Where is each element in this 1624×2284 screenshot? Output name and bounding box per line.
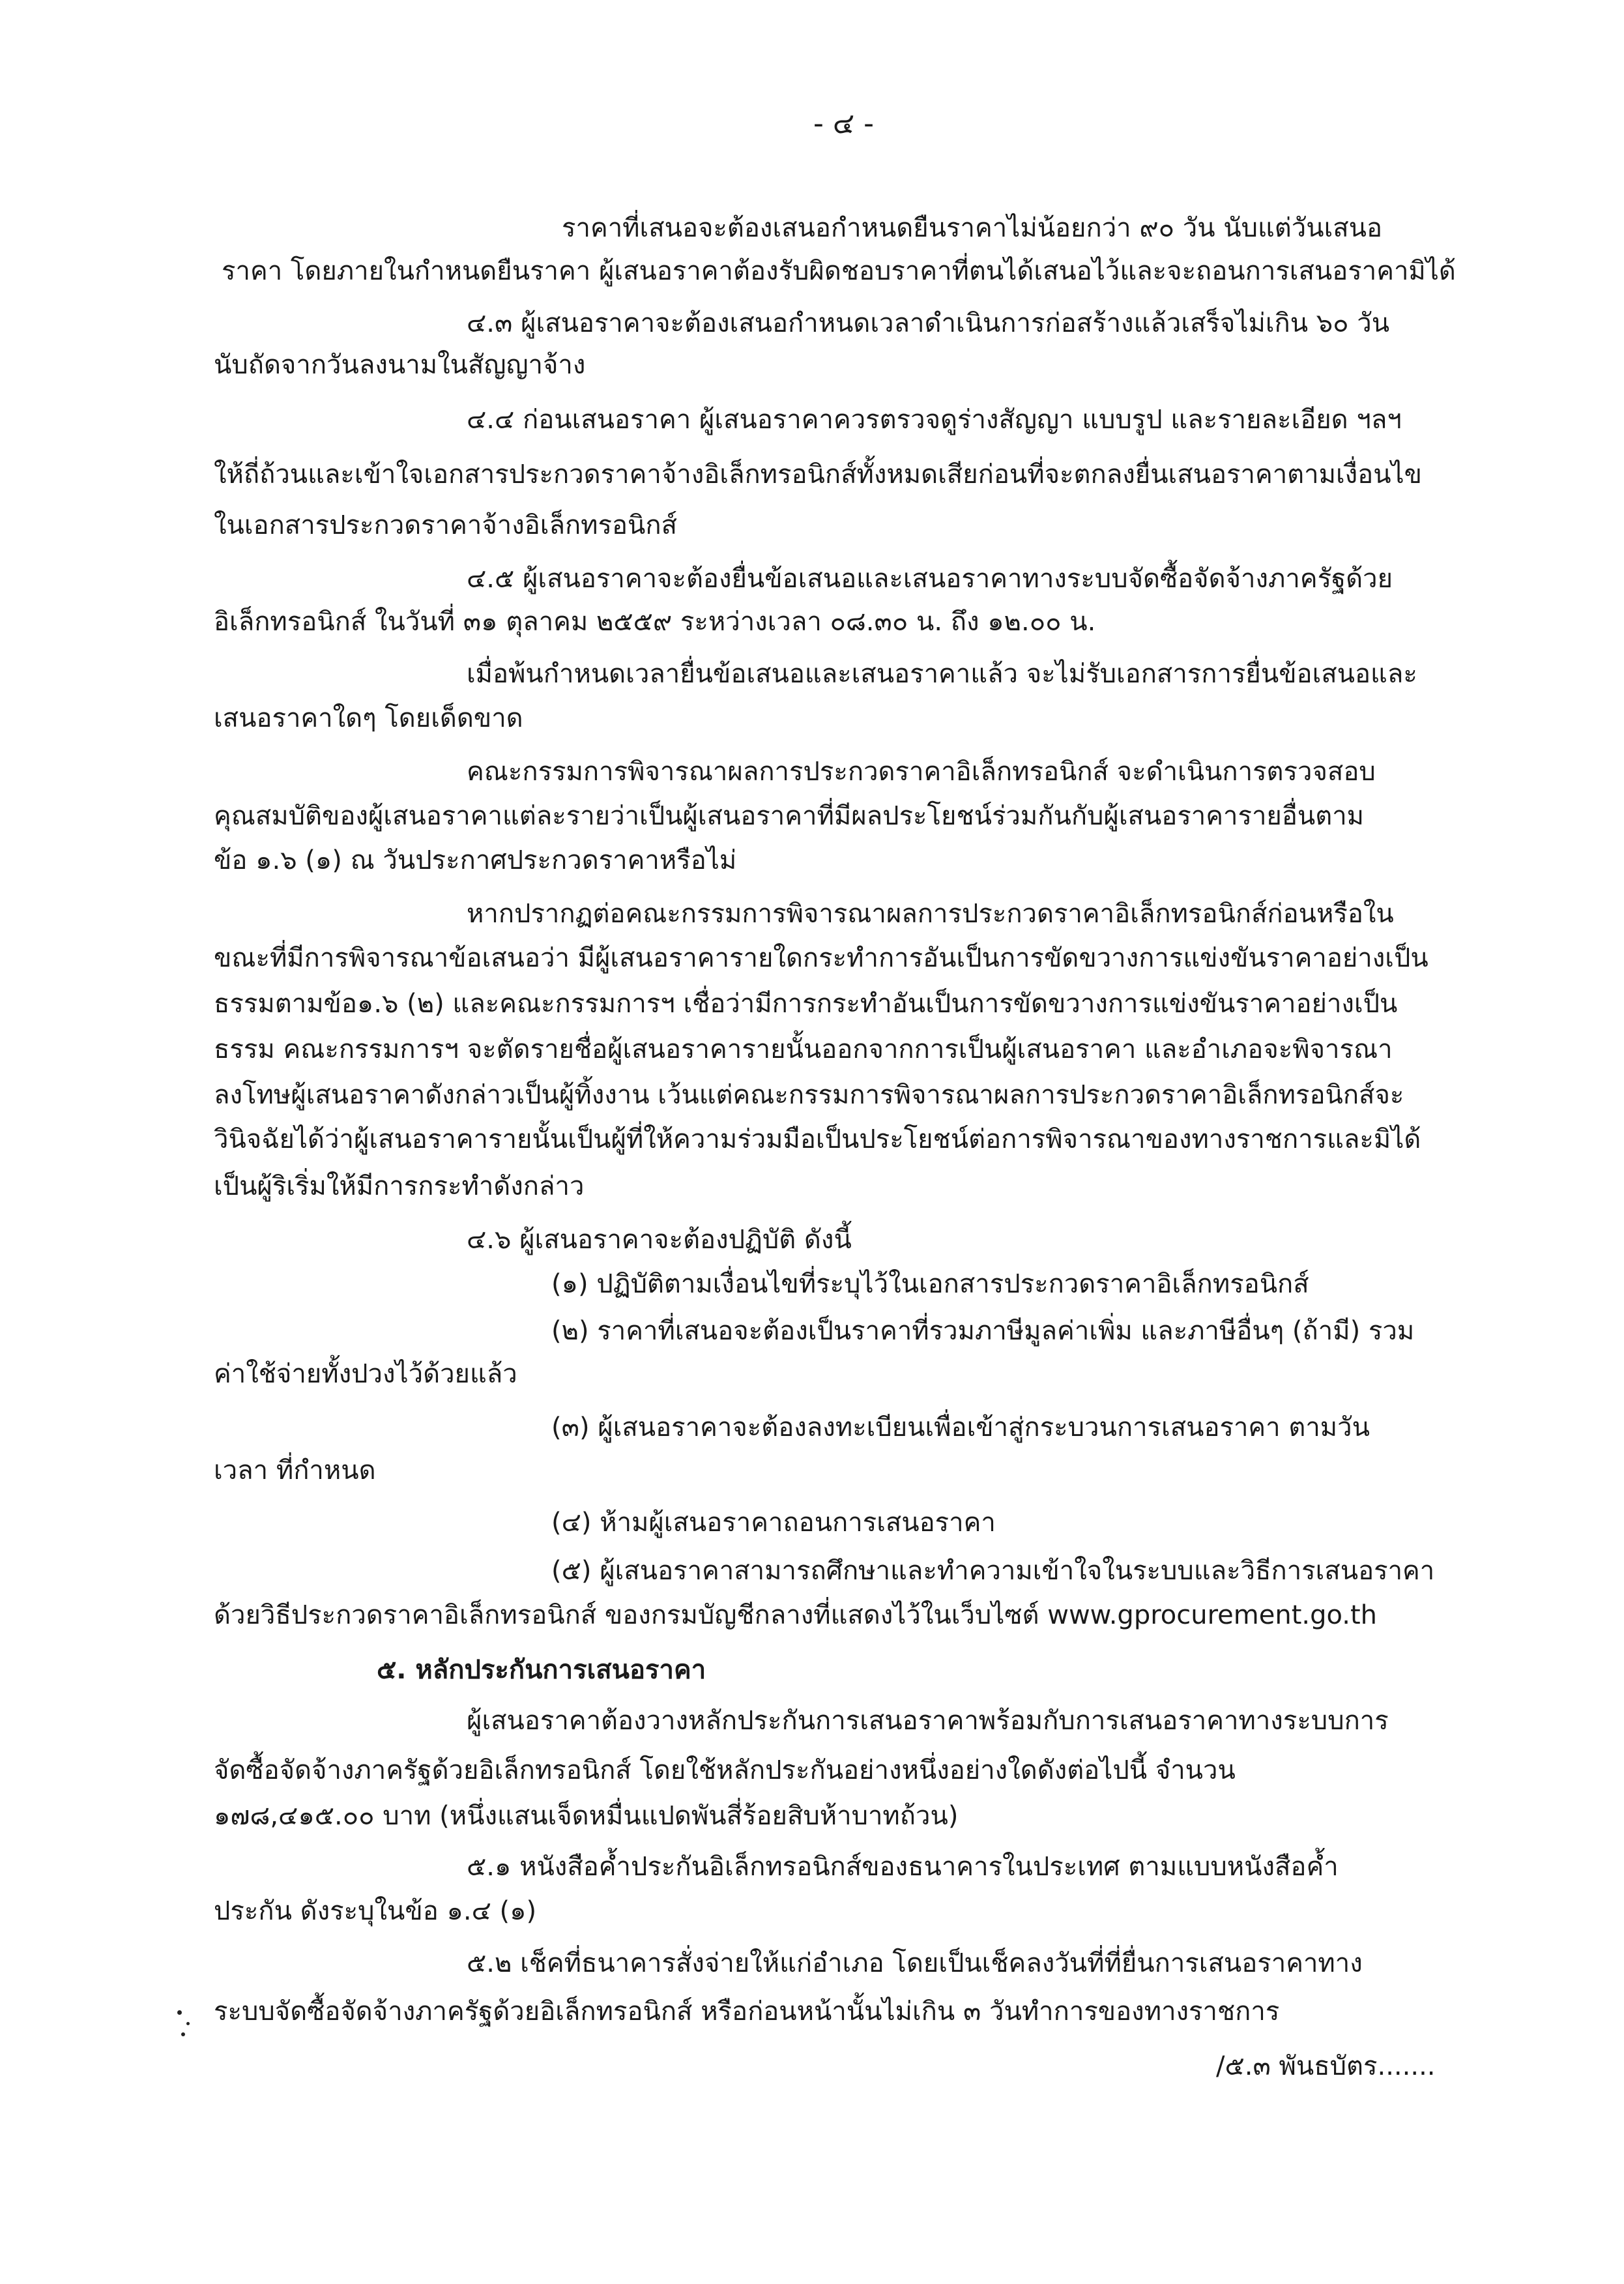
text-line: ๔.๖ ผู้เสนอราคาจะต้องปฏิบัติ ดังนี้: [467, 1225, 852, 1255]
text-line: ให้ถี่ถ้วนและเข้าใจเอกสารประกวดราคาจ้างอิเล็กทรอนิกส์ทั้งหมดเสียก่อนที่จะตกลงยื่นเสนอราคาตามเงื่อนไข: [214, 460, 1423, 490]
text-line: ธรรมตามข้อ๑.๖ (๒) และคณะกรรมการฯ เชื่อว่ามีการกระทำอันเป็นการขัดขวางการแข่งขันราคาอย่างเป็น: [214, 989, 1398, 1019]
text-line: ธรรม คณะกรรมการฯ จะตัดรายชื่อผู้เสนอราคารายนั้นออกจากการเป็นผู้เสนอราคา และอำเภอจะพิจารณา: [214, 1034, 1393, 1064]
text-line: ด้วยวิธีประกวดราคาอิเล็กทรอนิกส์ ของกรมบัญชีกลางที่แสดงไว้ในเว็บไซต์ www.gprocurement.go.th: [214, 1600, 1377, 1630]
scan-speck: [186, 2022, 190, 2025]
text-line: นับถัดจากวันลงนามในสัญญาจ้าง: [214, 350, 586, 380]
text-line: จัดซื้อจัดจ้างภาครัฐด้วยอิเล็กทรอนิกส์ โดยใช้หลักประกันอย่างหนึ่งอย่างใดดังต่อไปนี้ จำนวน: [214, 1755, 1236, 1785]
text-line: ราคา โดยภายในกำหนดยืนราคา ผู้เสนอราคาต้องรับผิดชอบราคาที่ตนได้เสนอไว้และจะถอนการเสนอราคามิได้: [222, 256, 1456, 286]
text-line: วินิจฉัยได้ว่าผู้เสนอราคารายนั้นเป็นผู้ที่ให้ความร่วมมือเป็นประโยชน์ต่อการพิจารณาของทางราชการและมิได้: [214, 1124, 1421, 1154]
scan-speck: [181, 2032, 185, 2036]
text-line: ขณะที่มีการพิจารณาข้อเสนอว่า มีผู้เสนอราคารายใดกระทำการอันเป็นการขัดขวางการแข่งขันราคาอย่างเป็น: [214, 943, 1428, 973]
text-line: ๔.๔ ก่อนเสนอราคา ผู้เสนอราคาควรตรวจดูร่างสัญญา แบบรูป และรายละเอียด ฯลฯ: [467, 405, 1402, 435]
text-line: ค่าใช้จ่ายทั้งปวงไว้ด้วยแล้ว: [214, 1359, 517, 1389]
text-line: (๕) ผู้เสนอราคาสามารถศึกษาและทำความเข้าใจในระบบและวิธีการเสนอราคา: [551, 1556, 1435, 1586]
text-line: ๑๗๘,๔๑๕.๐๐ บาท (หนึ่งแสนเจ็ดหมื่นแปดพันสี่ร้อยสิบห้าบาทถ้วน): [214, 1801, 959, 1831]
text-line: เมื่อพ้นกำหนดเวลายื่นข้อเสนอและเสนอราคาแล้ว จะไม่รับเอกสารการยื่นข้อเสนอและ: [467, 659, 1417, 689]
text-line: ๔.๓ ผู้เสนอราคาจะต้องเสนอกำหนดเวลาดำเนินการก่อสร้างแล้วเสร็จไม่เกิน ๖๐ วัน: [467, 308, 1390, 338]
text-line: ผู้เสนอราคาต้องวางหลักประกันการเสนอราคาพร้อมกับการเสนอราคาทางระบบการ: [467, 1706, 1389, 1736]
text-line: ราคาที่เสนอจะต้องเสนอกำหนดยืนราคาไม่น้อยกว่า ๙๐ วัน นับแต่วันเสนอ: [562, 213, 1383, 243]
continuation-note: /๕.๓ พันธบัตร.......: [1216, 2051, 1436, 2081]
text-line: ๕.๑ หนังสือค้ำประกันอิเล็กทรอนิกส์ของธนาคารในประเทศ ตามแบบหนังสือค้ำ: [467, 1852, 1339, 1882]
text-line: เป็นผู้ริเริ่มให้มีการกระทำดังกล่าว: [214, 1171, 585, 1201]
text-line: (๑) ปฏิบัติตามเงื่อนไขที่ระบุไว้ในเอกสารประกวดราคาอิเล็กทรอนิกส์: [551, 1269, 1309, 1299]
text-line: ๕.๒ เช็คที่ธนาคารสั่งจ่ายให้แก่อำเภอ โดยเป็นเช็คลงวันที่ที่ยื่นการเสนอราคาทาง: [467, 1948, 1363, 1978]
scan-speck: [177, 2010, 182, 2015]
text-line: (๒) ราคาที่เสนอจะต้องเป็นราคาที่รวมภาษีมูลค่าเพิ่ม และภาษีอื่นๆ (ถ้ามี) รวม: [551, 1316, 1415, 1346]
text-line: คณะกรรมการพิจารณาผลการประกวดราคาอิเล็กทรอนิกส์ จะดำเนินการตรวจสอบ: [467, 757, 1376, 787]
text-line: คุณสมบัติของผู้เสนอราคาแต่ละรายว่าเป็นผู้เสนอราคาที่มีผลประโยชน์ร่วมกันกับผู้เสนอราคารายอื่นตาม: [214, 801, 1365, 831]
page-number: - ๔ -: [813, 107, 875, 140]
text-line: ในเอกสารประกวดราคาจ้างอิเล็กทรอนิกส์: [214, 510, 678, 540]
text-line: ลงโทษผู้เสนอราคาดังกล่าวเป็นผู้ทิ้งงาน เว้นแต่คณะกรรมการพิจารณาผลการประกวดราคาอิเล็กทรอนิกส์จะ: [214, 1080, 1404, 1110]
text-line: เสนอราคาใดๆ โดยเด็ดขาด: [214, 703, 523, 733]
text-line: ระบบจัดซื้อจัดจ้างภาครัฐด้วยอิเล็กทรอนิกส์ หรือก่อนหน้านั้นไม่เกิน ๓ วันทำการของทางราชการ: [214, 1997, 1280, 2027]
text-line: (๔) ห้ามผู้เสนอราคาถอนการเสนอราคา: [551, 1508, 996, 1538]
text-line: ๔.๕ ผู้เสนอราคาจะต้องยื่นข้อเสนอและเสนอราคาทางระบบจัดซื้อจัดจ้างภาครัฐด้วย: [467, 564, 1393, 594]
section-heading: ๕. หลักประกันการเสนอราคา: [377, 1655, 706, 1685]
text-line: เวลา ที่กำหนด: [214, 1456, 376, 1486]
text-line: หากปรากฏต่อคณะกรรมการพิจารณาผลการประกวดราคาอิเล็กทรอนิกส์ก่อนหรือใน: [467, 899, 1394, 929]
text-line: ประกัน ดังระบุในข้อ ๑.๔ (๑): [214, 1896, 537, 1926]
text-line: ข้อ ๑.๖ (๑) ณ วันประกาศประกวดราคาหรือไม่: [214, 845, 737, 875]
text-line: (๓) ผู้เสนอราคาจะต้องลงทะเบียนเพื่อเข้าสู่กระบวนการเสนอราคา ตามวัน: [551, 1413, 1370, 1442]
text-line: อิเล็กทรอนิกส์ ในวันที่ ๓๑ ตุลาคม ๒๕๕๙ ระหว่างเวลา ๐๘.๓๐ น. ถึง ๑๒.๐๐ น.: [214, 607, 1096, 637]
